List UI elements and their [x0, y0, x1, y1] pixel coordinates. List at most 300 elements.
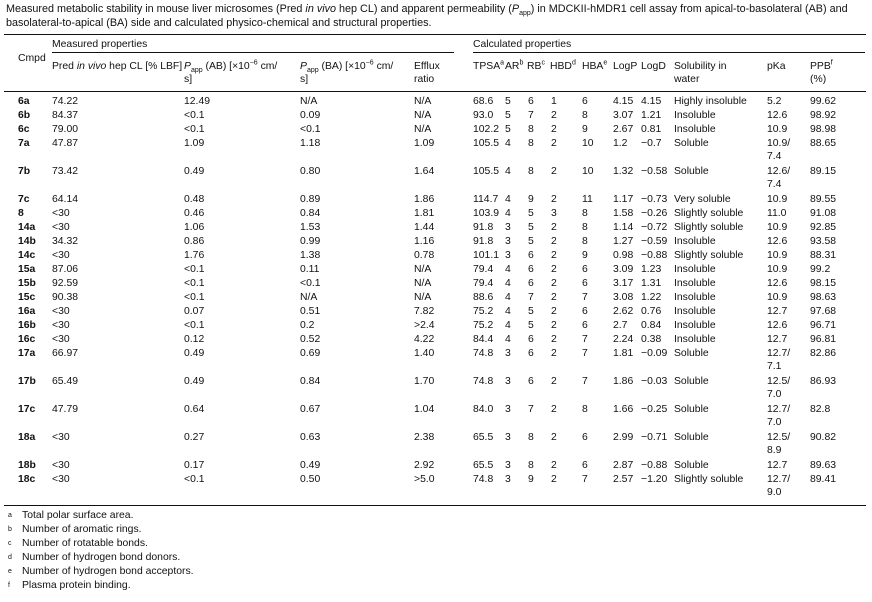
cell-logd: 0.84: [641, 320, 662, 331]
cell-ar: 4: [505, 306, 511, 317]
cell-pka: 10.9: [767, 194, 788, 205]
cell-logd: −0.25: [641, 404, 668, 415]
cell-cmpd: 7b: [18, 166, 31, 177]
cell-sol: Insoluble: [674, 306, 716, 317]
cell-cmpd: 15a: [18, 264, 36, 275]
cell-pka: 12.5/: [767, 432, 791, 443]
cell-cl: 66.97: [52, 348, 79, 359]
table-bottom-rule: [4, 505, 866, 506]
cell-hba: 10: [582, 166, 594, 177]
cell-hbd: 2: [551, 474, 557, 485]
cell-cl: 65.49: [52, 376, 79, 387]
cell-ar: 5: [505, 96, 511, 107]
cell-ab: 0.49: [184, 166, 205, 177]
cell-ab: <0.1: [184, 474, 205, 485]
cell-cmpd: 18a: [18, 432, 36, 443]
cell-ar: 4: [505, 292, 511, 303]
cell-cmpd: 16a: [18, 306, 36, 317]
footnote-text: Plasma protein binding.: [22, 580, 131, 591]
cell-er: 1.64: [414, 166, 435, 177]
cell-pka: 12.7: [767, 306, 788, 317]
cell-hbd: 2: [551, 306, 557, 317]
cell-cmpd: 17b: [18, 376, 36, 387]
cell-cl: <30: [52, 432, 70, 443]
cell-cmpd: 16b: [18, 320, 36, 331]
cell-tpsa: 91.8: [473, 236, 494, 247]
cell-ar: 3: [505, 376, 511, 387]
cell-sol: Soluble: [674, 348, 709, 359]
cell-ba: 0.2: [300, 320, 315, 331]
cell-ar: 4: [505, 166, 511, 177]
cell-cl: <30: [52, 306, 70, 317]
cell-logp: 1.66: [613, 404, 634, 415]
cell-er: 1.09: [414, 138, 435, 149]
cell-er: 2.38: [414, 432, 435, 443]
cell-rb: 5: [528, 208, 534, 219]
cell-rb: 7: [528, 404, 534, 415]
cell-logp: 1.32: [613, 166, 634, 177]
cell-logp: 1.86: [613, 376, 634, 387]
cell-cl: <30: [52, 208, 70, 219]
cell-logp: 1.2: [613, 138, 628, 149]
cell-cl: 84.37: [52, 110, 79, 121]
cell-tpsa: 75.2: [473, 306, 494, 317]
cell-ba: N/A: [300, 292, 318, 303]
cell-ab: 0.27: [184, 432, 205, 443]
cell-cmpd: 7c: [18, 194, 30, 205]
cell-rb: 5: [528, 222, 534, 233]
cell-ba: 0.67: [300, 404, 321, 415]
cell-er: 1.70: [414, 376, 435, 387]
cell-ab: 1.06: [184, 222, 205, 233]
cell-pka: 12.6: [767, 236, 788, 247]
cell-hba: 6: [582, 460, 588, 471]
cell-tpsa: 74.8: [473, 376, 494, 387]
cell-cmpd: 18c: [18, 474, 36, 485]
cell-ba: N/A: [300, 96, 318, 107]
cell-ab: 0.17: [184, 460, 205, 471]
cell-ar: 3: [505, 460, 511, 471]
cell-logp: 2.62: [613, 306, 634, 317]
cell-cmpd: 15b: [18, 278, 36, 289]
cell-hbd: 2: [551, 110, 557, 121]
cell-ba: 0.63: [300, 432, 321, 443]
cell-cl: 73.42: [52, 166, 79, 177]
cell-tpsa: 84.0: [473, 404, 494, 415]
cell-cl: 87.06: [52, 264, 79, 275]
cell-sol: Soluble: [674, 460, 709, 471]
cell-hbd: 2: [551, 278, 557, 289]
header-pred-cl: Pred in vivo hep CL [% LBF]: [52, 61, 183, 72]
cell-logp: 3.08: [613, 292, 634, 303]
cell-ab: 12.49: [184, 96, 211, 107]
cell-ppb: 96.71: [810, 320, 837, 331]
header-ar: $AR^b$: [505, 59, 524, 72]
footnote: [8, 579, 131, 592]
cell-hba: 7: [582, 348, 588, 359]
cell-sol: Insoluble: [674, 264, 716, 275]
cell-logd: 0.38: [641, 334, 662, 345]
cell-hbd: 2: [551, 124, 557, 135]
footnote: [8, 509, 133, 522]
cell-cl: <30: [52, 460, 70, 471]
cell-ba: 0.89: [300, 194, 321, 205]
header-tpsa: TPSA$^a$: [473, 59, 505, 72]
header-logp: LogP: [613, 61, 638, 72]
cell-tpsa: 88.6: [473, 292, 494, 303]
cell-rb: 6: [528, 278, 534, 289]
footnote-text: Number of hydrogen bond donors.: [22, 552, 181, 563]
cell-ba: <0.1: [300, 124, 321, 135]
cell-hbd: 1: [551, 96, 557, 107]
cell-cmpd: 6b: [18, 110, 31, 121]
cell-logp: 4.15: [613, 96, 634, 107]
cell-logd: −0.09: [641, 348, 668, 359]
cell-logp: 0.98: [613, 250, 634, 261]
header-hbd: HBD$^d$: [550, 59, 576, 72]
footnote: [8, 565, 194, 578]
footnote-text: Number of rotatable bonds.: [22, 538, 148, 549]
cell-ar: 5: [505, 124, 511, 135]
cell-tpsa: 114.7: [473, 194, 499, 205]
cell-pka: 12.6: [767, 110, 788, 121]
table-caption: Measured metabolic stability in mouse liver microsomes (Pred in vivo hep CL) and apparent permeability $(P_{app})$ in MDCKII-hMDR1 cell assay from apical-to-basolateral (AB) and basolateral-to-apical (BA) side and calculated physico-chemical and structural properties.: [6, 3, 848, 29]
cell-ar: 4: [505, 138, 511, 149]
cell-cmpd: 17c: [18, 404, 36, 415]
cell-er: N/A: [414, 110, 432, 121]
cell-logp: 3.07: [613, 110, 634, 121]
cell-logd: −0.72: [641, 222, 668, 233]
header-bottom-rule: [4, 91, 866, 92]
cell-tpsa: 105.5: [473, 138, 500, 149]
cell-ppb: 99.62: [810, 96, 837, 107]
cell-pka: 12.7/: [767, 404, 791, 415]
cell-ab: 0.07: [184, 306, 205, 317]
cell-sol: Soluble: [674, 166, 709, 177]
cell-er: N/A: [414, 96, 432, 107]
cell-rb: 8: [528, 460, 534, 471]
cell-cmpd: 7a: [18, 138, 30, 149]
cell-ba: 0.69: [300, 348, 321, 359]
cell-ba: 0.09: [300, 110, 321, 121]
cell-ba: 0.11: [300, 264, 320, 275]
cell-pka-second-line: 7.0: [767, 389, 782, 400]
footnote: [8, 551, 180, 564]
footnote-text: Number of hydrogen bond acceptors.: [22, 566, 194, 577]
cell-ar: 3: [505, 474, 511, 485]
cell-ppb: 86.93: [810, 376, 837, 387]
cell-cl: <30: [52, 222, 70, 233]
cell-hba: 6: [582, 278, 588, 289]
measured-group-rule: [52, 52, 454, 53]
cell-hba: 7: [582, 376, 588, 387]
cell-tpsa: 65.5: [473, 460, 494, 471]
cell-ab: <0.1: [184, 292, 205, 303]
cell-ppb: 98.15: [810, 278, 837, 289]
cell-pka-second-line: 7.1: [767, 361, 782, 372]
cell-hbd: 2: [551, 334, 557, 345]
cell-er: 1.44: [414, 222, 435, 233]
cell-logp: 1.14: [613, 222, 634, 233]
cell-sol: Slightly soluble: [674, 474, 744, 485]
cell-logd: −0.88: [641, 460, 668, 471]
cell-sol: Insoluble: [674, 292, 716, 303]
cell-tpsa: 93.0: [473, 110, 494, 121]
cell-logd: −0.71: [641, 432, 668, 443]
footnote-mark: d: [8, 554, 12, 561]
cell-pka: 12.7/: [767, 474, 791, 485]
cell-logd: −0.7: [641, 138, 662, 149]
cell-pka: 10.9/: [767, 138, 791, 149]
cell-hbd: 2: [551, 194, 557, 205]
cell-hba: 8: [582, 404, 588, 415]
cell-pka-second-line: 7.0: [767, 417, 782, 428]
cell-er: 4.22: [414, 334, 435, 345]
cell-sol: Insoluble: [674, 236, 716, 247]
cell-ppb: 82.86: [810, 348, 837, 359]
cell-rb: 8: [528, 432, 534, 443]
cell-logp: 2.99: [613, 432, 634, 443]
cell-pka: 12.7/: [767, 348, 791, 359]
footnote-mark: e: [8, 568, 12, 575]
cell-logd: −0.73: [641, 194, 668, 205]
cell-cmpd: 14c: [18, 250, 36, 261]
cell-ab: 0.49: [184, 348, 205, 359]
cell-ab: 0.64: [184, 404, 205, 415]
cell-pka: 12.6/: [767, 166, 791, 177]
cell-logd: 1.31: [641, 278, 662, 289]
cell-hba: 8: [582, 110, 588, 121]
cell-hba: 9: [582, 250, 588, 261]
cell-tpsa: 65.5: [473, 432, 494, 443]
cell-rb: 8: [528, 124, 534, 135]
cell-ppb: 88.65: [810, 138, 837, 149]
cell-hba: 6: [582, 320, 588, 331]
cell-rb: 9: [528, 194, 534, 205]
cell-ppb: 89.41: [810, 474, 837, 485]
cell-ppb: 89.55: [810, 194, 837, 205]
cell-ppb: 90.82: [810, 432, 837, 443]
header-papp-ab: $P_{app}$ (AB) [$\times 10^{-6}$ cm/ s]: [184, 59, 278, 85]
cell-hba: 7: [582, 292, 588, 303]
cell-logd: −0.26: [641, 208, 668, 219]
cell-sol: Soluble: [674, 376, 709, 387]
cell-pka-second-line: 7.4: [767, 179, 782, 190]
cell-hba: 6: [582, 264, 588, 275]
header-ppb: PPB$^f$ (%): [810, 59, 833, 85]
cell-rb: 7: [528, 110, 534, 121]
cell-logd: 4.15: [641, 96, 662, 107]
cell-ppb: 97.68: [810, 306, 837, 317]
footnote-mark: f: [8, 582, 10, 589]
cell-logd: −1.20: [641, 474, 668, 485]
cell-logp: 2.87: [613, 460, 634, 471]
cell-hbd: 2: [551, 264, 557, 275]
cell-rb: 6: [528, 96, 534, 107]
cell-tpsa: 105.5: [473, 166, 500, 177]
cell-ab: 0.48: [184, 194, 205, 205]
cell-hbd: 3: [551, 208, 557, 219]
cell-cl: 79.00: [52, 124, 79, 135]
cell-cmpd: 15c: [18, 292, 36, 303]
cell-hba: 8: [582, 208, 588, 219]
cell-tpsa: 74.8: [473, 474, 494, 485]
cell-pka: 12.5/: [767, 376, 791, 387]
cell-hba: 10: [582, 138, 594, 149]
cell-hba: 6: [582, 432, 588, 443]
cell-ba: 0.99: [300, 236, 321, 247]
cell-ar: 3: [505, 250, 511, 261]
cell-ba: 1.18: [300, 138, 321, 149]
cell-logp: 2.7: [613, 320, 628, 331]
cell-ab: <0.1: [184, 264, 205, 275]
cell-er: 1.86: [414, 194, 435, 205]
cell-cmpd: 14b: [18, 236, 36, 247]
cell-sol: Insoluble: [674, 110, 716, 121]
cell-ba: 1.38: [300, 250, 321, 261]
cell-logd: 0.81: [641, 124, 662, 135]
cell-ab: <0.1: [184, 124, 205, 135]
cell-pka: 10.9: [767, 292, 788, 303]
cell-er: 1.16: [414, 236, 435, 247]
cell-cl: 74.22: [52, 96, 79, 107]
cell-ppb: 91.08: [810, 208, 837, 219]
cell-cl: 90.38: [52, 292, 79, 303]
cell-cmpd: 6c: [18, 124, 30, 135]
cell-sol: Insoluble: [674, 334, 716, 345]
cell-ar: 4: [505, 194, 511, 205]
cell-rb: 5: [528, 236, 534, 247]
cell-hba: 8: [582, 222, 588, 233]
cell-hbd: 2: [551, 320, 557, 331]
header-papp-ba: $P_{app}$ (BA) [$\times 10^{-6}$ cm/ s]: [300, 59, 394, 85]
cell-cl: 34.32: [52, 236, 79, 247]
cell-tpsa: 84.4: [473, 334, 494, 345]
cell-pka: 10.9: [767, 124, 788, 135]
cell-hbd: 2: [551, 460, 557, 471]
footnote: [8, 523, 142, 536]
cell-ppb: 82.8: [810, 404, 831, 415]
cell-sol: Very soluble: [674, 194, 731, 205]
cell-tpsa: 102.2: [473, 124, 500, 135]
cell-sol: Soluble: [674, 138, 709, 149]
cell-ar: 3: [505, 404, 511, 415]
cell-ab: 0.49: [184, 376, 205, 387]
cell-er: >5.0: [414, 474, 435, 485]
cell-rb: 6: [528, 348, 534, 359]
cell-ppb: 98.63: [810, 292, 837, 303]
cell-ar: 4: [505, 278, 511, 289]
cell-pka: 12.6: [767, 278, 788, 289]
header-solubility: Solubility in water: [674, 61, 727, 85]
footnote-mark: b: [8, 526, 12, 533]
cell-logp: 3.09: [613, 264, 634, 275]
cell-ab: 0.12: [184, 334, 205, 345]
cell-logp: 2.24: [613, 334, 634, 345]
cell-ba: 0.49: [300, 460, 321, 471]
cell-cl: 47.87: [52, 138, 79, 149]
cell-logp: 1.27: [613, 236, 634, 247]
cell-tpsa: 101.1: [473, 250, 500, 261]
cell-ar: 4: [505, 208, 511, 219]
cell-hbd: 2: [551, 166, 557, 177]
cell-logp: 1.58: [613, 208, 634, 219]
cell-cl: <30: [52, 250, 70, 261]
cell-hba: 6: [582, 306, 588, 317]
cell-sol: Insoluble: [674, 124, 716, 135]
cell-hbd: 2: [551, 348, 557, 359]
cell-sol: Slightly soluble: [674, 208, 744, 219]
cell-hba: 7: [582, 474, 588, 485]
cell-hba: 8: [582, 236, 588, 247]
cell-logp: 3.17: [613, 278, 634, 289]
cell-rb: 7: [528, 292, 534, 303]
cell-tpsa: 103.9: [473, 208, 500, 219]
cell-ar: 3: [505, 432, 511, 443]
footnote-text: Number of aromatic rings.: [22, 524, 142, 535]
header-efflux: Efflux ratio: [414, 61, 440, 85]
cell-rb: 5: [528, 320, 534, 331]
cell-sol: Slightly soluble: [674, 222, 744, 233]
cell-ppb: 99.2: [810, 264, 831, 275]
cell-pka-second-line: 7.4: [767, 151, 782, 162]
cell-rb: 9: [528, 474, 534, 485]
cell-ar: 3: [505, 348, 511, 359]
cell-tpsa: 91.8: [473, 222, 494, 233]
cell-sol: Insoluble: [674, 278, 716, 289]
cell-ab: 0.46: [184, 208, 205, 219]
cell-ar: 4: [505, 320, 511, 331]
cell-ppb: 89.63: [810, 460, 837, 471]
cell-hbd: 2: [551, 250, 557, 261]
cell-pka: 12.6: [767, 320, 788, 331]
cell-ppb: 98.98: [810, 124, 837, 135]
header-rb: $RB^c$: [527, 59, 545, 72]
cell-rb: 8: [528, 138, 534, 149]
cell-er: >2.4: [414, 320, 435, 331]
cell-ar: 3: [505, 236, 511, 247]
cell-ba: 0.51: [300, 306, 321, 317]
cell-pka: 12.7: [767, 460, 788, 471]
cell-ppb: 93.58: [810, 236, 837, 247]
cell-ppb: 98.92: [810, 110, 837, 121]
cell-er: 1.04: [414, 404, 435, 415]
cell-pka: 11.0: [767, 208, 787, 219]
cell-logd: −0.88: [641, 250, 668, 261]
cell-tpsa: 74.8: [473, 348, 494, 359]
cell-cmpd: 17a: [18, 348, 36, 359]
cell-cmpd: 6a: [18, 96, 30, 107]
cell-logd: −0.59: [641, 236, 668, 247]
cell-ba: 0.52: [300, 334, 321, 345]
cell-pka: 12.7: [767, 334, 788, 345]
cell-logp: 1.17: [613, 194, 634, 205]
footnote: [8, 537, 148, 550]
cell-ar: 4: [505, 264, 511, 275]
cell-logp: 2.67: [613, 124, 634, 135]
cell-ppb: 89.15: [810, 166, 837, 177]
cell-er: N/A: [414, 124, 432, 135]
cell-er: N/A: [414, 264, 432, 275]
cell-logd: 1.21: [641, 110, 662, 121]
cell-ab: <0.1: [184, 278, 205, 289]
cell-sol: Slightly soluble: [674, 250, 744, 261]
cell-ba: 1.53: [300, 222, 321, 233]
cell-hba: 6: [582, 96, 588, 107]
cell-tpsa: 79.4: [473, 264, 494, 275]
cell-logd: 1.22: [641, 292, 662, 303]
cell-ba: 0.50: [300, 474, 321, 485]
